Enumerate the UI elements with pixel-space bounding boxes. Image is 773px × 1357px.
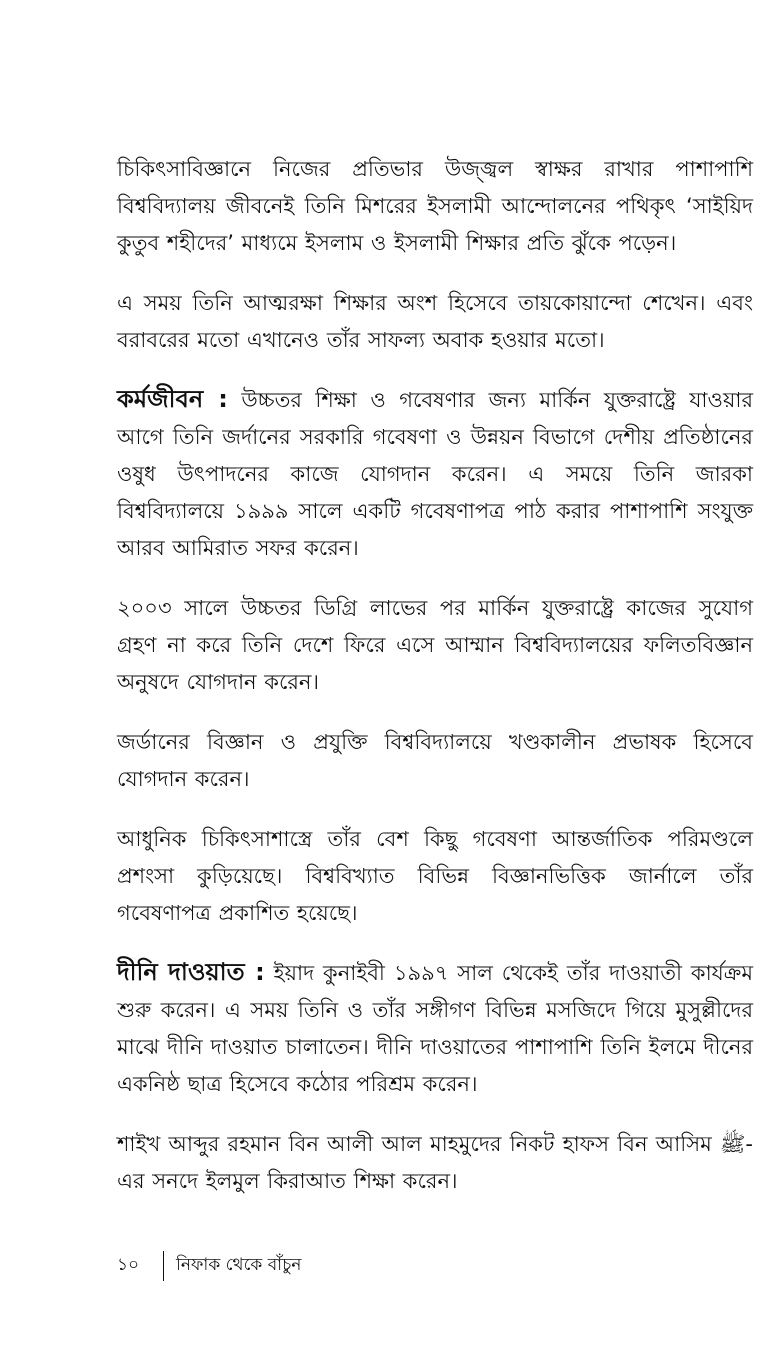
running-title: নিফাক থেকে বাঁচুন xyxy=(176,1255,302,1275)
section-heading-dawah: দীনি দাওয়াত : xyxy=(117,958,265,986)
paragraph-text: ২০০৩ সালে উচ্চতর ডিগ্রি লাভের পর মার্কিন যুক্তরাষ্ট্রে কাজের সুযোগ গ্রহণ না করে তিনি দেশে ফিরে এসে আম্মান বিশ্ববিদ্যালয়ের ফলিতবিজ্ঞান অনুষদে যোগদান করেন। xyxy=(117,596,753,694)
paragraph-text: চিকিৎসাবিজ্ঞানে নিজের প্রতিভার উজ্জ্বল স্বাক্ষর রাখার পাশাপাশি বিশ্ববিদ্যালয় জীবনেই তিনি মিশরের ইসলামী আন্দোলনের পথিকৃৎ ‘সাইয়িদ কুতুব শহীদের’ মাধ্যমে ইসলাম ও ইসলামী শিক্ষার প্রতি ঝুঁকে পড়েন। xyxy=(117,157,753,255)
paragraph-text: আধুনিক চিকিৎসাশাস্ত্রে তাঁর বেশ কিছু গবেষণা আন্তর্জাতিক পরিমণ্ডলে প্রশংসা কুড়িয়েছে। বিশ্ববিখ্যাত বিভিন্ন বিজ্ঞানভিত্তিক জার্নালে তাঁর গবেষণাপত্র প্রকাশিত হয়েছে। xyxy=(117,827,753,925)
paragraph-dawah xyxy=(117,954,753,1103)
paragraph-8 xyxy=(117,1125,753,1200)
page-footer xyxy=(117,1249,301,1283)
paragraph-5 xyxy=(117,723,753,798)
paragraph-text: শাইখ আব্দুর রহমান বিন আলী আল মাহমুদের নিকট হাফস বিন আসিম ﷺ-এর সনদে ইলমুল কিরাআত শিক্ষা করেন। xyxy=(117,1132,753,1193)
page-number: ১০ xyxy=(117,1255,140,1275)
paragraph-text: ইয়াদ কুনাইবী ১৯৯৭ সাল থেকেই তাঁর দাওয়াতী কার্যক্রম শুরু করেন। এ সময় তিনি ও তাঁর সঙ্গীগণ বিভিন্ন মসজিদে গিয়ে মুসুল্লীদের মাঝে দীনি দাওয়াত চালাতেন। দীনি দাওয়াতের পাশাপাশি তিনি ইলমে দীনের একনিষ্ঠ ছাত্র হিসেবে কঠোর পরিশ্রম করেন। xyxy=(117,961,753,1096)
paragraph-2 xyxy=(117,284,753,359)
page-body xyxy=(117,150,753,1222)
paragraph-6 xyxy=(117,820,753,932)
paragraph-career xyxy=(117,381,753,567)
section-heading-career: কর্মজীবন : xyxy=(117,385,228,413)
paragraph-4 xyxy=(117,589,753,701)
paragraph-text: এ সময় তিনি আত্মরক্ষা শিক্ষার অংশ হিসেবে তায়কোয়ান্দো শেখেন। এবং বরাবরের মতো এখানেও তাঁর সাফল্য অবাক হওয়ার মতো। xyxy=(117,291,753,352)
paragraph-text: জর্ডানের বিজ্ঞান ও প্রযুক্তি বিশ্ববিদ্যালয়ে খণ্ডকালীন প্রভাষক হিসেবে যোগদান করেন। xyxy=(117,730,753,791)
paragraph-text: উচ্চতর শিক্ষা ও গবেষণার জন্য মার্কিন যুক্তরাষ্ট্রে যাওয়ার আগে তিনি জর্দানের সরকারি গবেষণা ও উন্নয়ন বিভাগে দেশীয় প্রতিষ্ঠানের ওষুধ উৎপাদনের কাজে যোগদান করেন। এ সময়ে তিনি জারকা বিশ্ববিদ্যালয়ে ১৯৯৯ সালে একটি গবেষণাপত্র পাঠ করার পাশাপাশি সংযুক্ত আরব আমিরাত সফর করেন। xyxy=(117,388,753,560)
footer-divider xyxy=(163,1251,164,1281)
paragraph-1 xyxy=(117,150,753,262)
